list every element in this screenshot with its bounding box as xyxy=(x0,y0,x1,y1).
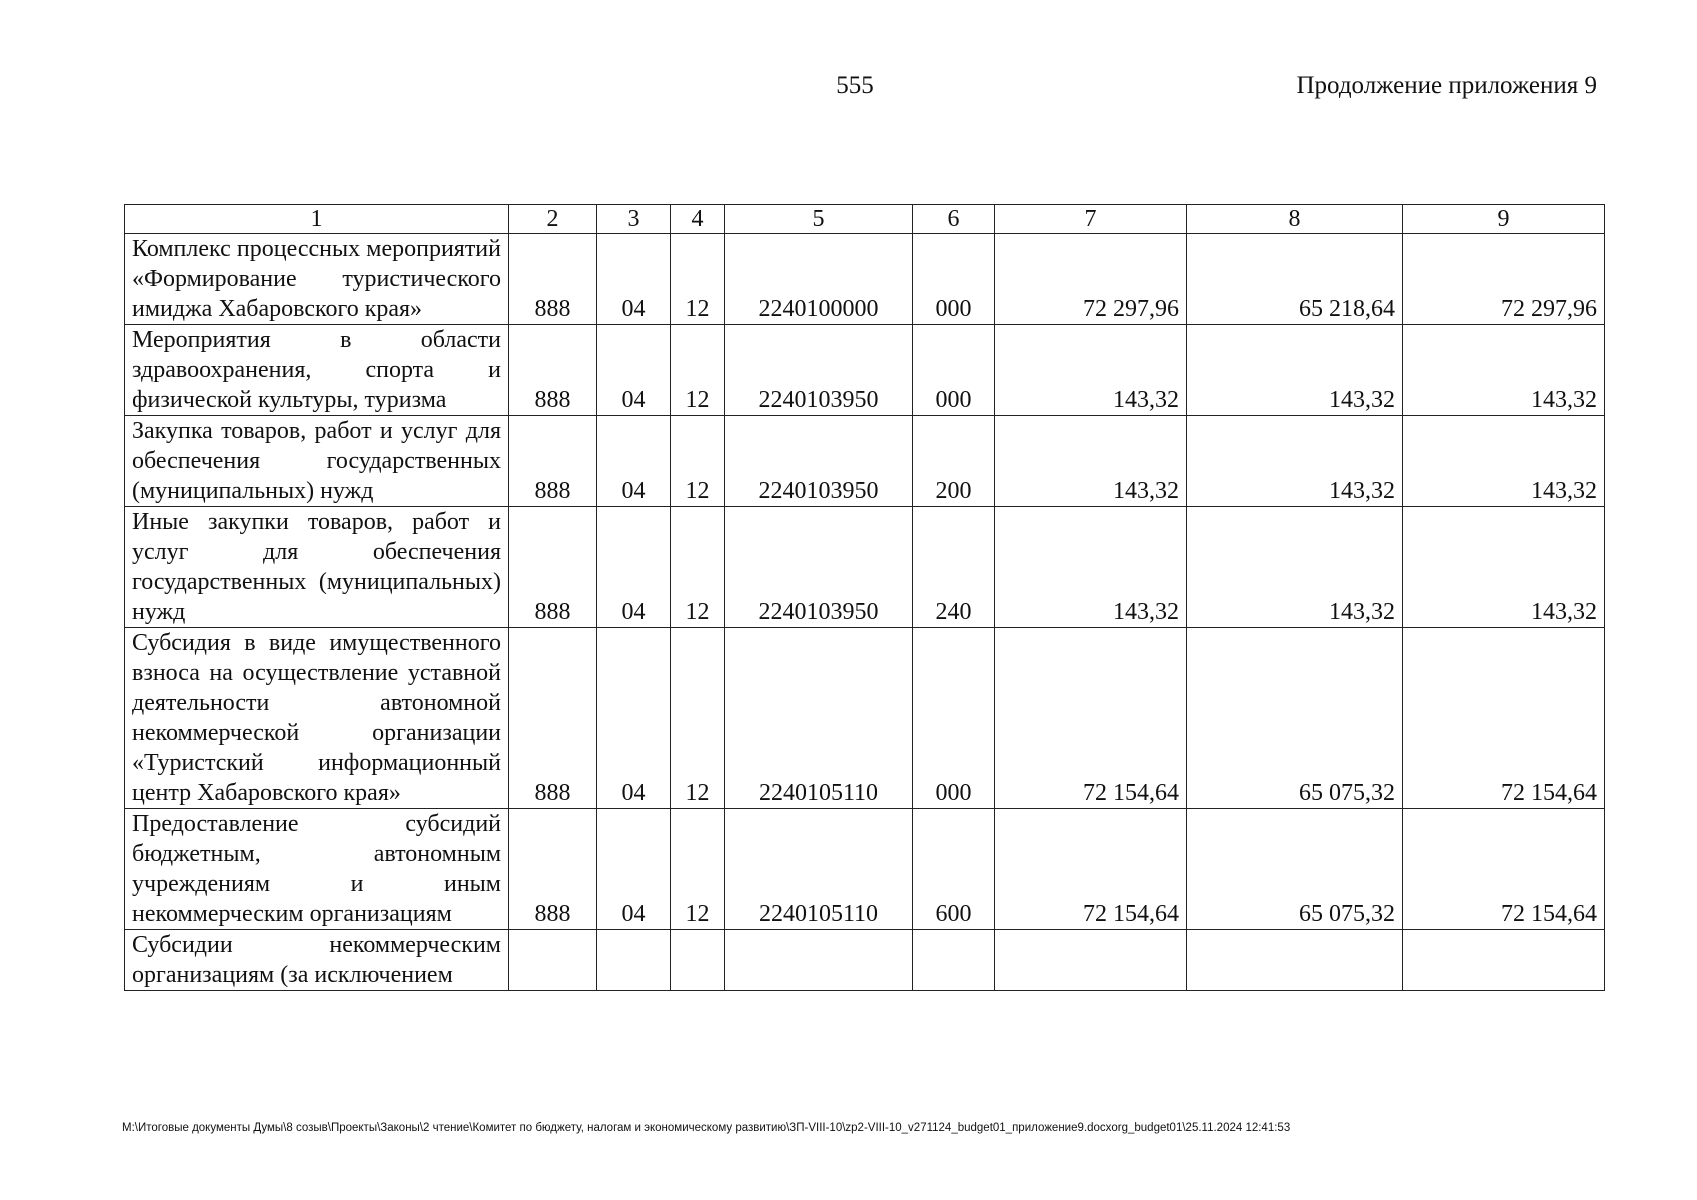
row-target-article-code: 2240105110 xyxy=(725,628,913,809)
row-amount-col8: 143,32 xyxy=(1187,325,1403,416)
row-amount-col8: 143,32 xyxy=(1187,416,1403,507)
row-section-code: 04 xyxy=(597,234,671,325)
row-section-code: 04 xyxy=(597,325,671,416)
row-expense-type-code: 000 xyxy=(913,234,995,325)
row-target-article-code: 2240103950 xyxy=(725,325,913,416)
row-amount-col7: 143,32 xyxy=(995,416,1187,507)
row-section-code: 04 xyxy=(597,507,671,628)
row-name: Предоставление субсидий бюджетным, автономным учреждениям и иным некоммерческим организациям xyxy=(125,809,509,930)
column-header: 2 xyxy=(509,205,597,234)
row-subsection-code: 12 xyxy=(671,507,725,628)
row-section-code: 04 xyxy=(597,416,671,507)
empty-cell xyxy=(671,930,725,991)
row-name: Иные закупки товаров, работ и услуг для обеспечения государственных (муниципальных) нужд xyxy=(125,507,509,628)
empty-cell xyxy=(597,930,671,991)
row-grbs-code: 888 xyxy=(509,628,597,809)
budget-table xyxy=(124,204,1605,991)
row-target-article-code: 2240105110 xyxy=(725,809,913,930)
column-header: 3 xyxy=(597,205,671,234)
row-section-code: 04 xyxy=(597,809,671,930)
empty-cell xyxy=(1187,930,1403,991)
row-expense-type-code: 000 xyxy=(913,628,995,809)
empty-cell xyxy=(509,930,597,991)
appendix-continuation-title: Продолжение приложения 9 xyxy=(1296,72,1597,99)
column-number-row xyxy=(125,205,1605,234)
row-name: Субсидия в виде имущественного взноса на осуществление уставной деятельности автономной некоммерческой организации «Туристский информационный центр Хабаровского края» xyxy=(125,628,509,809)
column-header: 6 xyxy=(913,205,995,234)
row-grbs-code: 888 xyxy=(509,325,597,416)
row-amount-col8: 65 075,32 xyxy=(1187,628,1403,809)
row-grbs-code: 888 xyxy=(509,507,597,628)
column-header: 1 xyxy=(125,205,509,234)
row-subsection-code: 12 xyxy=(671,416,725,507)
empty-cell xyxy=(725,930,913,991)
row-amount-col7: 143,32 xyxy=(995,325,1187,416)
column-header: 5 xyxy=(725,205,913,234)
row-amount-col9: 72 297,96 xyxy=(1403,234,1605,325)
column-header: 8 xyxy=(1187,205,1403,234)
table-row-continued xyxy=(125,930,1605,991)
row-grbs-code: 888 xyxy=(509,416,597,507)
row-subsection-code: 12 xyxy=(671,809,725,930)
row-grbs-code: 888 xyxy=(509,234,597,325)
row-amount-col7: 72 297,96 xyxy=(995,234,1187,325)
row-amount-col8: 65 218,64 xyxy=(1187,234,1403,325)
row-target-article-code: 2240100000 xyxy=(725,234,913,325)
row-amount-col9: 72 154,64 xyxy=(1403,809,1605,930)
row-section-code: 04 xyxy=(597,628,671,809)
table-row xyxy=(125,325,1605,416)
column-header: 4 xyxy=(671,205,725,234)
row-amount-col8: 143,32 xyxy=(1187,507,1403,628)
empty-cell xyxy=(995,930,1187,991)
row-expense-type-code: 240 xyxy=(913,507,995,628)
row-name: Субсидии некоммерческим организациям (за исключением xyxy=(125,930,509,991)
row-name: Комплекс процессных мероприятий «Формирование туристического имиджа Хабаровского края» xyxy=(125,234,509,325)
table-row xyxy=(125,507,1605,628)
row-target-article-code: 2240103950 xyxy=(725,416,913,507)
footer-file-path: M:\Итоговые документы Думы\8 созыв\Проекты\Законы\2 чтение\Комитет по бюджету, налогам и экономическому развитию\ЗП-VIII-10\zp2-VIII-10_v271124_budget01_приложение9.docxorg_budget01\25.11.2024 12:41:53 xyxy=(122,1122,1291,1134)
row-expense-type-code: 000 xyxy=(913,325,995,416)
table-row xyxy=(125,234,1605,325)
row-amount-col8: 65 075,32 xyxy=(1187,809,1403,930)
row-amount-col7: 72 154,64 xyxy=(995,809,1187,930)
column-header: 7 xyxy=(995,205,1187,234)
row-amount-col9: 143,32 xyxy=(1403,507,1605,628)
row-name: Мероприятия в области здравоохранения, спорта и физической культуры, туризма xyxy=(125,325,509,416)
row-expense-type-code: 600 xyxy=(913,809,995,930)
row-grbs-code: 888 xyxy=(509,809,597,930)
row-amount-col7: 143,32 xyxy=(995,507,1187,628)
table-row xyxy=(125,416,1605,507)
table-row xyxy=(125,809,1605,930)
row-target-article-code: 2240103950 xyxy=(725,507,913,628)
row-subsection-code: 12 xyxy=(671,325,725,416)
row-amount-col7: 72 154,64 xyxy=(995,628,1187,809)
empty-cell xyxy=(1403,930,1605,991)
row-subsection-code: 12 xyxy=(671,234,725,325)
table-row xyxy=(125,628,1605,809)
row-name: Закупка товаров, работ и услуг для обеспечения государственных (муниципальных) нужд xyxy=(125,416,509,507)
row-amount-col9: 143,32 xyxy=(1403,325,1605,416)
row-expense-type-code: 200 xyxy=(913,416,995,507)
row-amount-col9: 143,32 xyxy=(1403,416,1605,507)
row-subsection-code: 12 xyxy=(671,628,725,809)
page-number: 555 xyxy=(836,72,874,99)
row-amount-col9: 72 154,64 xyxy=(1403,628,1605,809)
empty-cell xyxy=(913,930,995,991)
column-header: 9 xyxy=(1403,205,1605,234)
